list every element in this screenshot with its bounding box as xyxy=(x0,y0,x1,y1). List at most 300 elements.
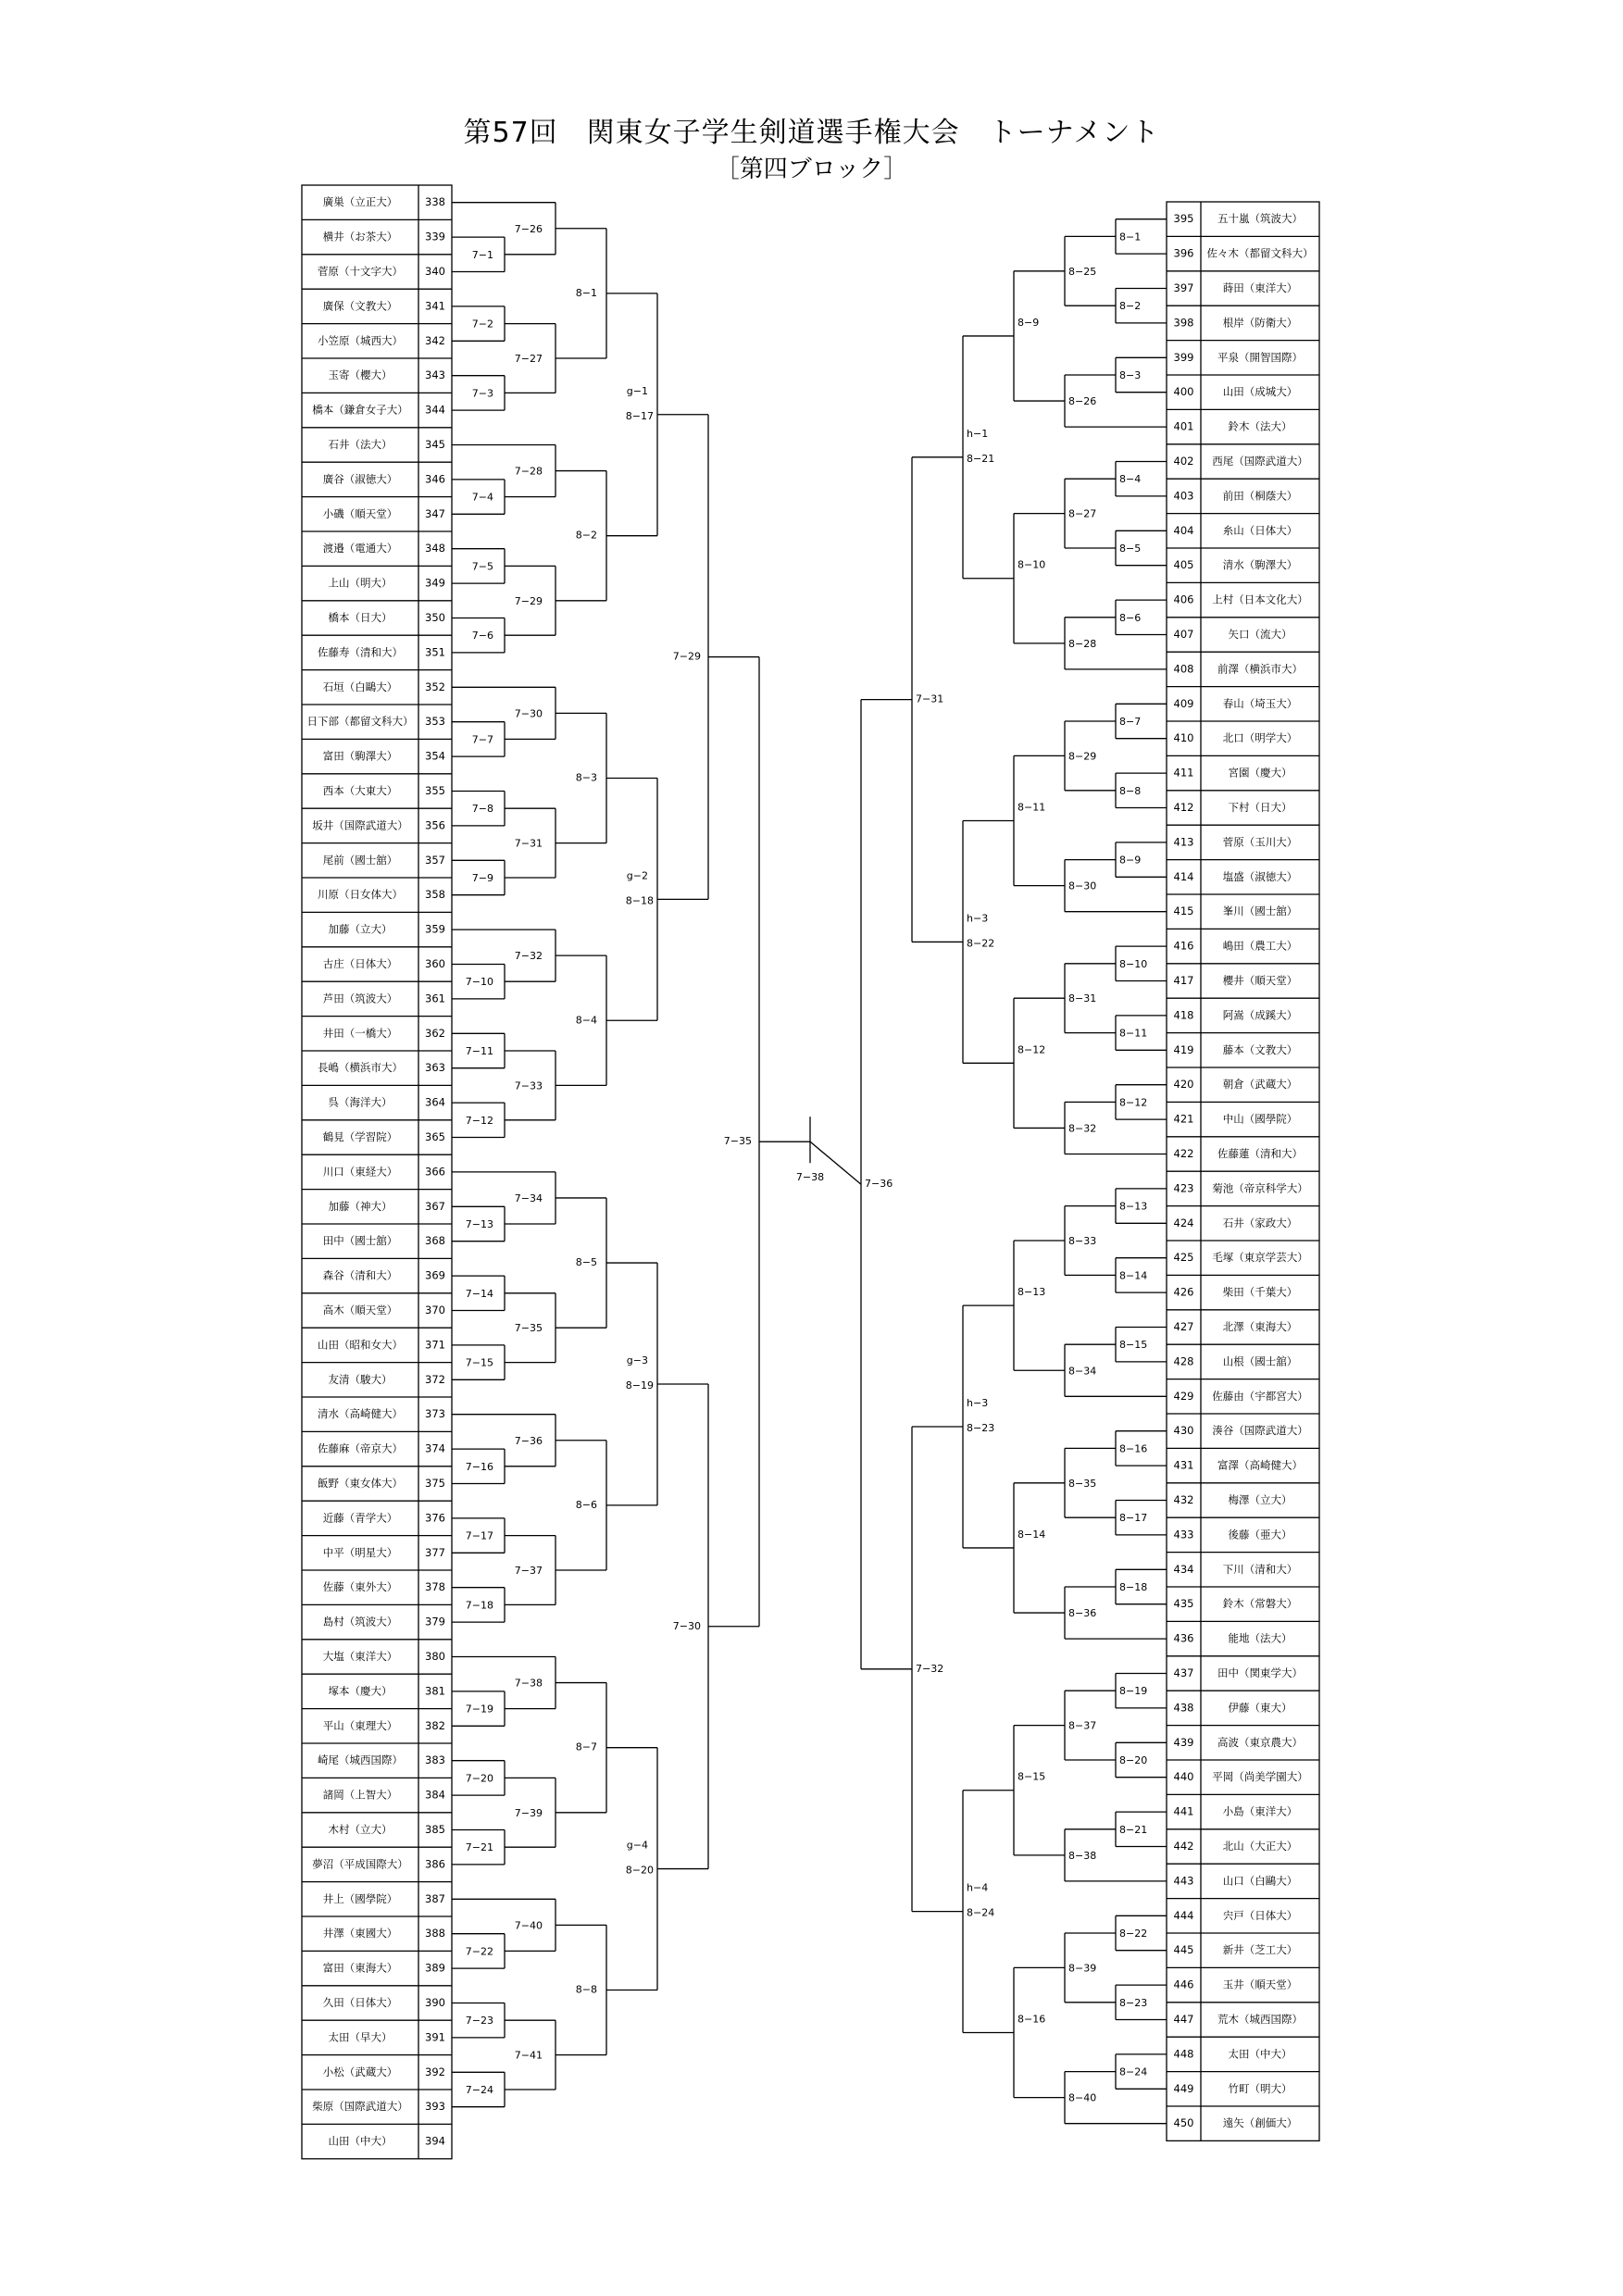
match-label: 8−34 xyxy=(1068,1365,1097,1378)
player-number: 364 xyxy=(425,1095,445,1109)
match-label: 8−7 xyxy=(575,1741,597,1753)
player-name: 朝倉（武蔵大） xyxy=(1222,1078,1298,1092)
match-label: 7−13 xyxy=(465,1218,493,1230)
player-number: 399 xyxy=(1173,350,1194,364)
player-name: 玉寄（櫻大） xyxy=(328,368,393,382)
match-label: 7−31 xyxy=(514,837,543,850)
player-name: 小松（武蔵大） xyxy=(322,2065,398,2078)
match-label: 8−37 xyxy=(1068,1719,1097,1732)
player-number: 352 xyxy=(425,680,445,693)
player-name: 湊谷（国際武道大） xyxy=(1212,1424,1308,1438)
player-name: 山田（昭和女大） xyxy=(318,1338,403,1352)
match-label: 7−28 xyxy=(514,465,543,478)
match-label: 7−7 xyxy=(471,733,493,746)
player-name: 木村（立大） xyxy=(328,1823,393,1836)
player-number: 442 xyxy=(1173,1840,1194,1853)
player-number: 381 xyxy=(425,1684,445,1698)
match-label: 7−21 xyxy=(465,1841,493,1854)
player-name: 日下部（都留文科大） xyxy=(306,715,414,729)
player-number: 427 xyxy=(1173,1320,1194,1333)
player-number: 422 xyxy=(1173,1147,1194,1160)
match-label: 8−24 xyxy=(967,1906,995,1919)
match-label: 8−36 xyxy=(1068,1607,1097,1620)
player-name: 島村（筑波大） xyxy=(322,1615,398,1628)
player-number: 396 xyxy=(1173,246,1194,260)
match-label: 8−10 xyxy=(1017,558,1046,571)
player-number: 363 xyxy=(425,1061,445,1075)
match-label: 8−39 xyxy=(1068,1962,1097,1975)
player-number: 358 xyxy=(425,888,445,902)
player-number: 400 xyxy=(1173,385,1194,399)
player-name: 坂井（国際武道大） xyxy=(312,818,408,832)
match-label: 7−26 xyxy=(514,222,543,235)
match-label: 7−41 xyxy=(514,2049,543,2062)
player-name: 梅澤（立大） xyxy=(1228,1493,1292,1506)
player-number: 430 xyxy=(1173,1424,1194,1438)
player-number: 418 xyxy=(1173,1008,1194,1022)
player-number: 383 xyxy=(425,1753,445,1767)
player-number: 398 xyxy=(1173,316,1194,330)
page-title: 第57回 関東女子学生剣道選手権大会 トーナメント xyxy=(463,117,1160,149)
player-number: 394 xyxy=(425,2134,445,2148)
player-number: 444 xyxy=(1173,1908,1194,1922)
match-label: 8−20 xyxy=(1119,1754,1148,1766)
match-label: 7−9 xyxy=(471,872,493,884)
player-number: 371 xyxy=(425,1338,445,1352)
final-match-label: 7−38 xyxy=(795,1171,825,1184)
player-name: 橋本（日大） xyxy=(328,611,393,624)
player-number: 435 xyxy=(1173,1597,1194,1611)
match-label: 8−35 xyxy=(1068,1477,1097,1490)
player-number: 347 xyxy=(425,506,445,520)
player-name: 北山（大正大） xyxy=(1222,1840,1298,1853)
player-number: 437 xyxy=(1173,1666,1194,1679)
player-name: 大塩（東洋大） xyxy=(322,1650,398,1663)
player-number: 425 xyxy=(1173,1251,1194,1265)
player-name: 廣巣（立正大） xyxy=(322,195,398,209)
match-label: 7−34 xyxy=(514,1192,543,1204)
match-label: 7−16 xyxy=(465,1460,493,1473)
player-name: 鶴見（学習院） xyxy=(322,1130,398,1143)
match-label: 8−12 xyxy=(1017,1043,1046,1056)
match-label: 7−32 xyxy=(916,1662,944,1675)
player-name: 菅原（玉川大） xyxy=(1222,835,1298,849)
match-label: 8−14 xyxy=(1017,1528,1046,1541)
match-label: 8−2 xyxy=(1119,300,1142,313)
player-name: 矢口（流大） xyxy=(1228,628,1292,641)
player-number: 409 xyxy=(1173,696,1194,710)
player-number: 387 xyxy=(425,1891,445,1905)
player-name: 佐藤（東外大） xyxy=(322,1580,398,1594)
match-label: 7−1 xyxy=(471,248,493,261)
match-label: 7−33 xyxy=(514,1079,543,1092)
match-label: 8−23 xyxy=(967,1422,995,1435)
match-label: 7−40 xyxy=(514,1919,543,1932)
match-label: 7−19 xyxy=(465,1703,493,1716)
player-name: 佐藤由（宇都宮大） xyxy=(1212,1389,1308,1403)
player-number: 440 xyxy=(1173,1770,1194,1784)
block-subtitle: ［第四ブロック］ xyxy=(715,156,908,183)
match-label: 7−37 xyxy=(514,1565,543,1577)
player-name: 能地（法大） xyxy=(1228,1631,1292,1645)
player-number: 420 xyxy=(1173,1078,1194,1092)
match-label: 7−29 xyxy=(672,650,701,663)
player-name: 山根（國士舘） xyxy=(1222,1354,1298,1368)
player-number: 397 xyxy=(1173,281,1194,294)
player-name: 平岡（尚美学園大） xyxy=(1212,1770,1308,1784)
player-number: 385 xyxy=(425,1823,445,1836)
player-name: 下川（清和大） xyxy=(1222,1562,1298,1576)
player-number: 382 xyxy=(425,1718,445,1732)
player-number: 410 xyxy=(1173,731,1194,745)
player-number: 446 xyxy=(1173,1978,1194,1991)
player-name: 遠矢（創価大） xyxy=(1222,2116,1298,2130)
player-name: 富澤（高崎健大） xyxy=(1217,1458,1303,1472)
player-name: 石井（法大） xyxy=(328,438,393,451)
match-label: 8−27 xyxy=(1068,507,1097,520)
player-number: 419 xyxy=(1173,1042,1194,1056)
player-number: 379 xyxy=(425,1615,445,1628)
player-name: 後藤（亜大） xyxy=(1228,1528,1292,1541)
player-number: 359 xyxy=(425,922,445,936)
player-number: 370 xyxy=(425,1304,445,1316)
player-number: 448 xyxy=(1173,2047,1194,2061)
match-label: 8−26 xyxy=(1068,395,1097,408)
match-label: 7−10 xyxy=(465,976,493,989)
player-name: 太田（早大） xyxy=(328,2030,393,2044)
player-name: 玉井（順天堂） xyxy=(1222,1978,1298,1991)
player-name: 櫻井（順天堂） xyxy=(1222,974,1298,987)
player-number: 389 xyxy=(425,1961,445,1975)
match-label: h−3 xyxy=(967,912,989,925)
player-number: 386 xyxy=(425,1857,445,1871)
match-label: 8−11 xyxy=(1119,1027,1148,1040)
match-label: 7−17 xyxy=(465,1529,493,1542)
player-name: 西本（大東大） xyxy=(322,784,398,797)
player-name: 峯川（國士舘） xyxy=(1222,905,1298,918)
player-name: 石垣（白鷗大） xyxy=(322,680,398,693)
player-number: 432 xyxy=(1173,1493,1194,1506)
match-label: g−2 xyxy=(626,869,648,882)
match-label: g−3 xyxy=(626,1354,648,1366)
match-label: 7−35 xyxy=(723,1135,752,1148)
match-label: 8−40 xyxy=(1068,2091,1097,2104)
player-name: 柴田（千葉大） xyxy=(1222,1285,1298,1299)
player-name: 平山（東理大） xyxy=(322,1718,398,1732)
player-number: 356 xyxy=(425,818,445,832)
player-name: 森谷（清和大） xyxy=(322,1268,398,1282)
player-name: 清水（駒澤大） xyxy=(1222,558,1298,572)
player-number: 360 xyxy=(425,957,445,970)
match-label: 8−19 xyxy=(625,1379,654,1391)
player-number: 353 xyxy=(425,715,445,729)
player-name: 鈴木（常磐大） xyxy=(1222,1597,1298,1611)
match-label: 8−33 xyxy=(1068,1235,1097,1247)
player-name: 上村（日本文化大） xyxy=(1212,593,1308,606)
player-name: 飯野（東女体大） xyxy=(318,1477,403,1490)
match-label: 7−27 xyxy=(514,353,543,365)
match-label: 8−1 xyxy=(575,286,597,299)
player-number: 443 xyxy=(1173,1874,1194,1888)
match-label: 8−8 xyxy=(575,1983,597,1996)
player-name: 菅原（十文字大） xyxy=(318,265,403,278)
player-name: 清水（高崎健大） xyxy=(318,1407,403,1421)
player-number: 413 xyxy=(1173,835,1194,849)
player-name: 山口（白鷗大） xyxy=(1222,1874,1298,1888)
player-number: 406 xyxy=(1173,593,1194,606)
player-number: 361 xyxy=(425,992,445,1005)
player-name: 塩盛（淑徳大） xyxy=(1222,869,1298,883)
player-number: 374 xyxy=(425,1441,445,1455)
player-name: 前田（桐蔭大） xyxy=(1222,489,1298,503)
match-label: 8−15 xyxy=(1017,1770,1046,1783)
player-number: 439 xyxy=(1173,1735,1194,1749)
match-label: 7−30 xyxy=(514,707,543,720)
player-number: 431 xyxy=(1173,1458,1194,1472)
player-name: 井澤（東國大） xyxy=(322,1927,398,1940)
match-label: 7−32 xyxy=(514,950,543,963)
match-label: 8−10 xyxy=(1119,957,1148,970)
player-number: 401 xyxy=(1173,419,1194,433)
player-number: 428 xyxy=(1173,1354,1194,1368)
player-number: 391 xyxy=(425,2030,445,2044)
player-name: 尾前（國士舘） xyxy=(322,853,398,867)
player-name: 竹町（明大） xyxy=(1228,2081,1292,2095)
match-label: 8−6 xyxy=(1119,611,1142,624)
match-label: 8−12 xyxy=(1119,1096,1148,1109)
match-label: 7−4 xyxy=(471,491,493,504)
match-label: 7−23 xyxy=(465,2015,493,2028)
player-number: 438 xyxy=(1173,1701,1194,1715)
player-name: 廣谷（淑徳大） xyxy=(322,472,398,486)
player-number: 411 xyxy=(1173,766,1194,780)
player-name: 廣保（文教大） xyxy=(322,299,398,313)
player-number: 344 xyxy=(425,403,445,417)
player-number: 350 xyxy=(425,611,445,624)
player-number: 345 xyxy=(425,438,445,451)
player-name: 平泉（開智国際） xyxy=(1217,350,1303,364)
player-number: 388 xyxy=(425,1927,445,1940)
match-label: 7−11 xyxy=(465,1045,493,1057)
player-name: 古庄（日体大） xyxy=(322,957,398,970)
match-label: 7−20 xyxy=(465,1772,493,1785)
match-label: 7−18 xyxy=(465,1599,493,1612)
player-name: 山田（中大） xyxy=(328,2134,393,2148)
player-number: 351 xyxy=(425,645,445,659)
match-label: 8−5 xyxy=(575,1256,597,1269)
player-name: 夢沼（平成国際大） xyxy=(312,1857,408,1871)
player-name: 毛塚（東京学芸大） xyxy=(1212,1251,1308,1265)
player-number: 393 xyxy=(425,2100,445,2114)
match-label: 8−22 xyxy=(967,937,995,950)
match-label: 8−3 xyxy=(1119,369,1142,381)
match-label: 8−21 xyxy=(967,452,995,465)
match-label: 8−1 xyxy=(1119,231,1142,243)
player-name: 蒔田（東洋大） xyxy=(1222,281,1298,294)
match-label: 8−9 xyxy=(1017,316,1040,329)
match-label: 8−2 xyxy=(575,529,597,542)
player-name: 北口（明学大） xyxy=(1222,731,1298,745)
player-name: 呉（海洋大） xyxy=(328,1095,393,1109)
player-name: 藤本（文教大） xyxy=(1222,1042,1298,1056)
match-label: 7−8 xyxy=(471,803,493,816)
player-number: 367 xyxy=(425,1199,445,1213)
match-label: 8−15 xyxy=(1119,1339,1148,1352)
player-name: 川口（東経大） xyxy=(322,1165,398,1179)
player-number: 342 xyxy=(425,333,445,347)
match-label: 7−15 xyxy=(465,1356,493,1369)
match-label: 7−29 xyxy=(514,594,543,607)
player-name: 長嶋（横浜市大） xyxy=(318,1061,403,1075)
player-number: 434 xyxy=(1173,1562,1194,1576)
player-number: 421 xyxy=(1173,1112,1194,1126)
match-label: 7−22 xyxy=(465,1945,493,1958)
player-name: 橋本（鎌倉女子大） xyxy=(312,403,408,417)
player-name: 伊藤（東大） xyxy=(1228,1701,1292,1715)
match-label: 7−38 xyxy=(514,1677,543,1690)
player-number: 403 xyxy=(1173,489,1194,503)
player-name: 中山（國學院） xyxy=(1222,1112,1298,1126)
player-name: 田中（國士舘） xyxy=(322,1234,398,1248)
player-name: 高木（順天堂） xyxy=(322,1304,398,1316)
match-label: 7−36 xyxy=(865,1178,893,1191)
player-name: 嶋田（農工大） xyxy=(1222,939,1298,953)
player-number: 417 xyxy=(1173,974,1194,987)
player-number: 355 xyxy=(425,784,445,797)
player-name: 中平（明星大） xyxy=(322,1545,398,1559)
player-number: 429 xyxy=(1173,1389,1194,1403)
player-number: 404 xyxy=(1173,523,1194,537)
player-number: 441 xyxy=(1173,1804,1194,1818)
player-name: 佐藤寿（清和大） xyxy=(318,645,403,659)
player-number: 390 xyxy=(425,1996,445,2009)
player-name: 小磯（順天堂） xyxy=(322,506,398,520)
player-number: 426 xyxy=(1173,1285,1194,1299)
player-number: 365 xyxy=(425,1130,445,1143)
match-label: 8−16 xyxy=(1119,1442,1148,1455)
match-label: 8−13 xyxy=(1119,1200,1148,1213)
player-number: 348 xyxy=(425,542,445,555)
player-name: 菊池（帝京科学大） xyxy=(1212,1181,1308,1195)
player-name: 山田（成城大） xyxy=(1222,385,1298,399)
player-number: 339 xyxy=(425,230,445,243)
match-label: 7−36 xyxy=(514,1434,543,1447)
match-label: 8−5 xyxy=(1119,543,1142,555)
player-name: 小島（東洋大） xyxy=(1222,1804,1298,1818)
match-label: 8−6 xyxy=(575,1498,597,1511)
match-label: 8−7 xyxy=(1119,716,1142,728)
match-label: 8−38 xyxy=(1068,1849,1097,1862)
match-label: 7−30 xyxy=(672,1619,701,1632)
player-name: 渡邉（電通大） xyxy=(322,542,398,555)
player-number: 338 xyxy=(425,195,445,209)
player-name: 塚本（慶大） xyxy=(328,1684,393,1698)
player-name: 石井（家政大） xyxy=(1222,1216,1298,1229)
match-label: 8−16 xyxy=(1017,2013,1046,2026)
match-label: 8−22 xyxy=(1119,1928,1148,1940)
player-number: 449 xyxy=(1173,2081,1194,2095)
match-label: 7−31 xyxy=(916,693,944,705)
player-name: 崎尾（城西国際） xyxy=(318,1753,403,1767)
player-name: 柴原（国際武道大） xyxy=(312,2100,408,2114)
player-number: 405 xyxy=(1173,558,1194,572)
player-name: 上山（明大） xyxy=(328,576,393,590)
player-number: 340 xyxy=(425,265,445,278)
match-label: 7−5 xyxy=(471,560,493,573)
match-label: 8−32 xyxy=(1068,1122,1097,1135)
player-number: 346 xyxy=(425,472,445,486)
match-label: 8−23 xyxy=(1119,1996,1148,2009)
player-name: 井上（國學院） xyxy=(322,1891,398,1905)
player-number: 375 xyxy=(425,1477,445,1490)
player-number: 373 xyxy=(425,1407,445,1421)
player-name: 久田（日体大） xyxy=(322,1996,398,2009)
match-label: 7−24 xyxy=(465,2084,493,2096)
match-label: 8−29 xyxy=(1068,750,1097,763)
player-number: 423 xyxy=(1173,1181,1194,1195)
player-number: 433 xyxy=(1173,1528,1194,1541)
match-label: 8−24 xyxy=(1119,2065,1148,2078)
player-name: 佐藤麻（帝京大） xyxy=(318,1441,403,1455)
player-name: 前澤（横浜市大） xyxy=(1217,662,1303,676)
player-number: 407 xyxy=(1173,628,1194,641)
player-number: 412 xyxy=(1173,801,1194,814)
player-name: 近藤（青学大） xyxy=(322,1511,398,1525)
player-name: 井田（一橋大） xyxy=(322,1026,398,1040)
match-label: 8−18 xyxy=(1119,1581,1148,1593)
player-name: 糸山（日体大） xyxy=(1222,523,1298,537)
match-label: 7−39 xyxy=(514,1806,543,1819)
player-name: 小笠原（城西大） xyxy=(318,333,403,347)
match-label: h−1 xyxy=(967,427,989,440)
match-label: 8−13 xyxy=(1017,1286,1046,1299)
match-label: 8−14 xyxy=(1119,1269,1148,1282)
player-number: 357 xyxy=(425,853,445,867)
player-name: 宍戸（日体大） xyxy=(1222,1908,1298,1922)
player-number: 392 xyxy=(425,2065,445,2078)
player-name: 諸岡（上智大） xyxy=(322,1788,398,1802)
match-label: 8−30 xyxy=(1068,880,1097,892)
player-name: 下村（日大） xyxy=(1228,801,1292,814)
player-number: 408 xyxy=(1173,662,1194,676)
match-label: 8−8 xyxy=(1119,784,1142,797)
player-name: 田中（関東学大） xyxy=(1217,1666,1303,1679)
player-number: 377 xyxy=(425,1545,445,1559)
player-number: 354 xyxy=(425,749,445,763)
match-label: 8−4 xyxy=(1119,473,1142,486)
match-label: 7−6 xyxy=(471,630,493,643)
match-label: 8−3 xyxy=(575,771,597,784)
player-number: 424 xyxy=(1173,1216,1194,1229)
player-name: 高波（東京農大） xyxy=(1217,1735,1303,1749)
match-label: g−1 xyxy=(626,384,648,397)
match-label: 7−35 xyxy=(514,1322,543,1335)
player-name: 加藤（神大） xyxy=(328,1199,393,1213)
player-number: 378 xyxy=(425,1580,445,1594)
player-number: 372 xyxy=(425,1372,445,1386)
player-number: 369 xyxy=(425,1268,445,1282)
player-name: 西尾（国際武道大） xyxy=(1212,455,1308,468)
match-label: h−4 xyxy=(967,1881,989,1894)
player-number: 362 xyxy=(425,1026,445,1040)
player-number: 436 xyxy=(1173,1631,1194,1645)
player-name: 鈴木（法大） xyxy=(1228,419,1292,433)
match-label: h−3 xyxy=(967,1397,989,1410)
player-number: 447 xyxy=(1173,2013,1194,2026)
player-name: 荒木（城西国際） xyxy=(1217,2013,1303,2026)
player-number: 368 xyxy=(425,1234,445,1248)
player-name: 佐藤蓮（清和大） xyxy=(1217,1147,1303,1160)
